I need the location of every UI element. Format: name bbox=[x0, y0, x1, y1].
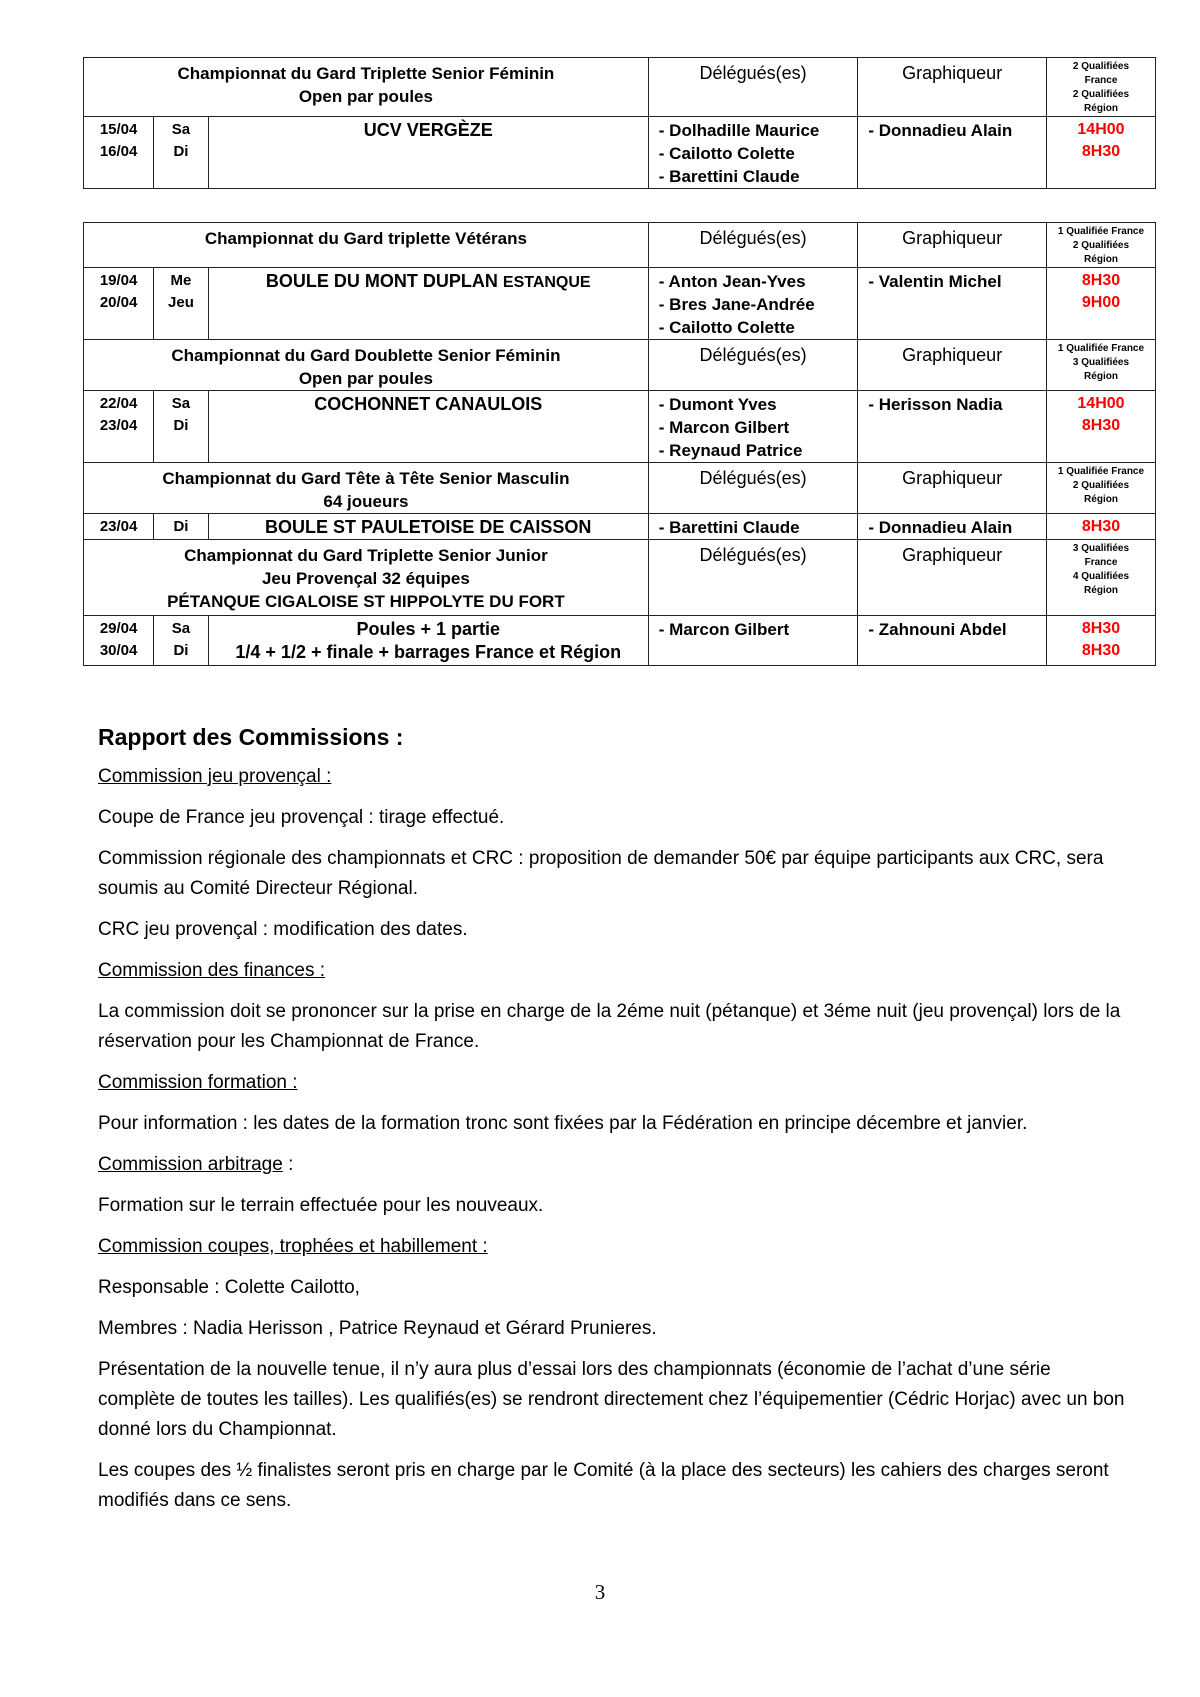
venue-name: Poules + 1 partie bbox=[356, 619, 501, 639]
delegates-header: Délégués(es) bbox=[648, 463, 858, 514]
event-day: Di bbox=[173, 417, 189, 434]
event-row bbox=[84, 514, 1156, 540]
title-line: PÉTANQUE CIGALOISE ST HIPPOLYTE DU FORT bbox=[167, 592, 565, 611]
championship-title bbox=[84, 223, 649, 268]
delegate-name: - Anton Jean-Yves bbox=[658, 272, 806, 291]
venue-name: 1/4 + 1/2 + finale + barrages France et Région bbox=[235, 642, 622, 662]
event-times bbox=[1046, 117, 1155, 189]
delegates-header: Délégués(es) bbox=[648, 58, 858, 117]
event-venue bbox=[208, 268, 648, 340]
event-dates bbox=[84, 268, 154, 340]
commission-heading: Commission formation : bbox=[98, 1072, 298, 1093]
commission-heading-line bbox=[98, 1232, 1128, 1262]
qualification-line: Région bbox=[1084, 371, 1118, 382]
venue-line bbox=[209, 516, 648, 539]
event-time: 9H00 bbox=[1081, 294, 1121, 311]
event-row bbox=[84, 117, 1156, 189]
qualification-line: 3 Qualifiées bbox=[1072, 357, 1130, 368]
event-venue bbox=[208, 616, 648, 666]
event-day: Me bbox=[170, 272, 192, 289]
event-day: Di bbox=[173, 518, 189, 535]
section-header-row bbox=[84, 463, 1156, 514]
event-time: 8H30 bbox=[1081, 620, 1121, 637]
venue-line bbox=[209, 393, 648, 416]
delegates-list bbox=[648, 117, 858, 189]
grapher-name: - Donnadieu Alain bbox=[858, 514, 1047, 540]
event-day: Jeu bbox=[168, 294, 194, 311]
event-day: Sa bbox=[171, 121, 191, 138]
commission-heading: Commission jeu provençal : bbox=[98, 766, 332, 787]
event-days bbox=[154, 616, 208, 666]
event-time: 8H30 bbox=[1081, 417, 1121, 434]
event-day: Sa bbox=[171, 395, 191, 412]
report-paragraph: Membres : Nadia Herisson , Patrice Reynaud et Gérard Prunieres. bbox=[98, 1318, 657, 1339]
grapher-name: - Donnadieu Alain bbox=[858, 117, 1047, 189]
event-day: Sa bbox=[171, 620, 191, 637]
qualification-line: 2 Qualifiées bbox=[1072, 240, 1130, 251]
title-line: Open par poules bbox=[298, 87, 433, 106]
grapher-name: - Valentin Michel bbox=[858, 268, 1047, 340]
qualification-line: 4 Qualifiées bbox=[1072, 571, 1130, 582]
championship-table-2 bbox=[83, 222, 1156, 666]
title-line: Championnat du Gard Triplette Senior Féminin bbox=[177, 64, 555, 83]
qualification-line: 2 Qualifiées bbox=[1072, 61, 1130, 72]
qualification-line: Région bbox=[1084, 103, 1118, 114]
grapher-header: Graphiqueur bbox=[858, 463, 1047, 514]
qualification-line: 3 Qualifiées bbox=[1072, 543, 1130, 554]
venue-name: BOULE DU MONT DUPLAN bbox=[265, 271, 498, 291]
delegates-header: Délégués(es) bbox=[648, 223, 858, 268]
section-header-row bbox=[84, 58, 1156, 117]
event-day: Di bbox=[173, 642, 189, 659]
title-line: Championnat du Gard Tête à Tête Senior Masculin bbox=[162, 469, 570, 488]
title-line: Jeu Provençal 32 équipes bbox=[261, 569, 470, 588]
event-times bbox=[1046, 268, 1155, 340]
event-time: 8H30 bbox=[1081, 272, 1121, 289]
commission-heading: Commission des finances : bbox=[98, 960, 326, 981]
venue-line bbox=[209, 641, 648, 664]
title-line: Championnat du Gard triplette Vétérans bbox=[204, 229, 527, 248]
championship-title bbox=[84, 540, 649, 616]
championship-title bbox=[84, 340, 649, 391]
venue-line bbox=[209, 270, 648, 294]
title-line: 64 joueurs bbox=[323, 492, 409, 511]
delegates-header: Délégués(es) bbox=[648, 540, 858, 616]
event-time: 8H30 bbox=[1081, 518, 1121, 535]
qualification-info bbox=[1046, 540, 1155, 616]
event-venue bbox=[208, 117, 648, 189]
event-time: 14H00 bbox=[1077, 395, 1125, 412]
commission-heading: Commission arbitrage bbox=[98, 1154, 283, 1175]
event-days bbox=[154, 268, 208, 340]
event-date: 22/04 bbox=[99, 395, 138, 412]
delegate-name: - Marcon Gilbert bbox=[658, 620, 790, 639]
delegate-name: - Dolhadille Maurice bbox=[658, 121, 820, 140]
event-dates bbox=[84, 514, 154, 540]
report-paragraph: Coupe de France jeu provençal : tirage effectué. bbox=[98, 807, 505, 828]
report-paragraph: Responsable : Colette Cailotto, bbox=[98, 1277, 360, 1298]
delegate-name: - Barettini Claude bbox=[658, 167, 800, 186]
championship-table-1 bbox=[83, 57, 1156, 189]
commission-report bbox=[98, 722, 1128, 1527]
event-time: 8H30 bbox=[1081, 143, 1121, 160]
delegate-name: - Cailotto Colette bbox=[658, 318, 795, 337]
section-header-row bbox=[84, 223, 1156, 268]
event-time: 8H30 bbox=[1081, 642, 1121, 659]
delegate-name: - Bres Jane-Andrée bbox=[658, 295, 815, 314]
event-date: 23/04 bbox=[99, 417, 138, 434]
championship-title bbox=[84, 58, 649, 117]
delegates-header: Délégués(es) bbox=[648, 340, 858, 391]
venue-name: UCV VERGÈZE bbox=[363, 120, 493, 140]
event-times bbox=[1046, 391, 1155, 463]
qualification-line: Région bbox=[1084, 585, 1118, 596]
qualification-line: 1 Qualifiée France bbox=[1057, 466, 1145, 477]
commission-heading-line bbox=[98, 1150, 1128, 1180]
championship-title bbox=[84, 463, 649, 514]
delegate-name: - Marcon Gilbert bbox=[658, 418, 790, 437]
delegates-list bbox=[648, 391, 858, 463]
event-days bbox=[154, 514, 208, 540]
grapher-header: Graphiqueur bbox=[858, 540, 1047, 616]
event-date: 20/04 bbox=[99, 294, 138, 311]
commission-heading-line bbox=[98, 762, 1128, 792]
section-header-row bbox=[84, 340, 1156, 391]
event-date: 16/04 bbox=[99, 143, 138, 160]
delegate-name: - Cailotto Colette bbox=[658, 144, 795, 163]
delegates-list bbox=[648, 616, 858, 666]
grapher-header: Graphiqueur bbox=[858, 340, 1047, 391]
grapher-header: Graphiqueur bbox=[858, 58, 1047, 117]
report-heading: Rapport des Commissions : bbox=[98, 724, 404, 750]
report-paragraph: Présentation de la nouvelle tenue, il n’y aura plus d’essai lors des championnats (économie de l’achat d’une série complète de toutes les tailles). Les qualifiés(es) se rendront directement chez l’équipementier (Cédric Horjac) avec un bon donné lors du Championnat. bbox=[98, 1359, 1125, 1440]
venue-line bbox=[209, 119, 648, 142]
delegates-list bbox=[648, 268, 858, 340]
report-paragraph: Pour information : les dates de la formation tronc sont fixées par la Fédération en principe décembre et janvier. bbox=[98, 1113, 1028, 1134]
event-dates bbox=[84, 616, 154, 666]
report-paragraph: Commission régionale des championnats et CRC : proposition de demander 50€ par équipe participants aux CRC, sera soumis au Comité Directeur Régional. bbox=[98, 848, 1104, 899]
report-paragraph: La commission doit se prononcer sur la prise en charge de la 2éme nuit (pétanque) et 3éme nuit (jeu provençal) lors de la réservation pour les Championnat de France. bbox=[98, 1001, 1121, 1052]
event-row bbox=[84, 616, 1156, 666]
venue-name: COCHONNET CANAULOIS bbox=[314, 394, 543, 414]
qualification-info bbox=[1046, 58, 1155, 117]
event-times bbox=[1046, 514, 1155, 540]
qualification-line: France bbox=[1084, 557, 1118, 568]
event-dates bbox=[84, 391, 154, 463]
event-days bbox=[154, 391, 208, 463]
event-date: 15/04 bbox=[99, 121, 138, 138]
report-paragraph: Les coupes des ½ finalistes seront pris en charge par le Comité (à la place des secteurs) les cahiers des charges seront modifiés dans ce sens. bbox=[98, 1460, 1109, 1511]
event-times bbox=[1046, 616, 1155, 666]
event-date: 23/04 bbox=[99, 518, 138, 535]
title-line: Championnat du Gard Doublette Senior Féminin bbox=[171, 346, 561, 365]
event-day: Di bbox=[173, 143, 189, 160]
event-date: 29/04 bbox=[99, 620, 138, 637]
qualification-info bbox=[1046, 223, 1155, 268]
event-row bbox=[84, 391, 1156, 463]
grapher-name: - Zahnouni Abdel bbox=[858, 616, 1047, 666]
commission-heading-line bbox=[98, 956, 1128, 986]
report-paragraph: CRC jeu provençal : modification des dates. bbox=[98, 919, 468, 940]
qualification-info bbox=[1046, 340, 1155, 391]
event-venue bbox=[208, 391, 648, 463]
qualification-line: Région bbox=[1084, 494, 1118, 505]
title-line: Championnat du Gard Triplette Senior Junior bbox=[184, 546, 548, 565]
commission-heading-suffix: : bbox=[282, 1154, 294, 1175]
event-days bbox=[154, 117, 208, 189]
event-date: 19/04 bbox=[99, 272, 138, 289]
event-time: 14H00 bbox=[1077, 121, 1125, 138]
qualification-line: Région bbox=[1084, 254, 1118, 265]
qualification-info bbox=[1046, 463, 1155, 514]
commission-heading-line bbox=[98, 1068, 1128, 1098]
page-number: 3 bbox=[594, 1580, 606, 1604]
qualification-line: 1 Qualifiée France bbox=[1057, 343, 1145, 354]
delegate-name: - Barettini Claude bbox=[658, 518, 800, 537]
qualification-line: 2 Qualifiées bbox=[1072, 480, 1130, 491]
grapher-header: Graphiqueur bbox=[858, 223, 1047, 268]
section-header-row bbox=[84, 540, 1156, 616]
event-venue bbox=[208, 514, 648, 540]
title-line: Open par poules bbox=[298, 369, 433, 388]
delegate-name: - Reynaud Patrice bbox=[658, 441, 803, 460]
event-date: 30/04 bbox=[99, 642, 138, 659]
grapher-name: - Herisson Nadia bbox=[858, 391, 1047, 463]
qualification-line: France bbox=[1084, 75, 1118, 86]
venue-name: BOULE ST PAULETOISE DE CAISSON bbox=[265, 517, 592, 537]
qualification-line: 1 Qualifiée France bbox=[1057, 226, 1145, 237]
venue-line bbox=[209, 618, 648, 641]
venue-city: ESTANQUE bbox=[502, 274, 591, 291]
delegates-list bbox=[648, 514, 858, 540]
event-dates bbox=[84, 117, 154, 189]
event-row bbox=[84, 268, 1156, 340]
commission-heading: Commission coupes, trophées et habillement : bbox=[98, 1236, 488, 1257]
report-paragraph: Formation sur le terrain effectuée pour les nouveaux. bbox=[98, 1195, 544, 1216]
qualification-line: 2 Qualifiées bbox=[1072, 89, 1130, 100]
delegate-name: - Dumont Yves bbox=[658, 395, 777, 414]
